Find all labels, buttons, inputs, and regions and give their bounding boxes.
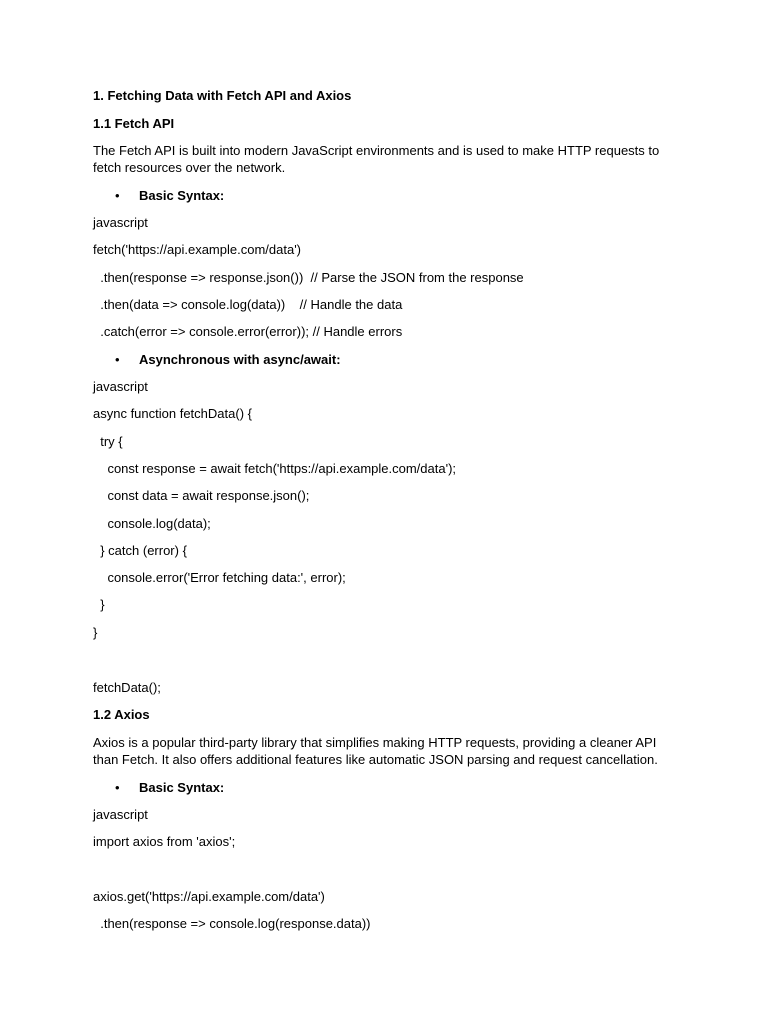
code-line: console.error('Error fetching data:', error);	[93, 570, 346, 585]
code-line: }	[93, 625, 98, 640]
code-line: async function fetchData() {	[93, 406, 252, 421]
fetch-api-heading: 1.1 Fetch API	[93, 116, 175, 131]
code-line: }	[93, 597, 105, 612]
bullet-icon: •	[115, 780, 120, 795]
code-language-label: javascript	[93, 379, 148, 394]
code-line: const response = await fetch('https://api.example.com/data');	[93, 461, 457, 476]
bullet-basic-syntax-fetch	[115, 187, 224, 204]
code-line: const data = await response.json();	[93, 488, 310, 503]
bullet-basic-syntax-axios	[115, 779, 224, 796]
code-line: } catch (error) {	[93, 543, 187, 558]
fetch-api-intro: The Fetch API is built into modern JavaScript environments and is used to make HTTP requests to fetch resources over the network.	[93, 143, 660, 175]
bullet-label: Asynchronous with async/await:	[139, 352, 341, 367]
code-line: fetchData();	[93, 680, 161, 695]
code-line: .then(response => response.json()) // Parse the JSON from the response	[93, 270, 524, 285]
bullet-label: Basic Syntax:	[139, 188, 225, 203]
code-language-label: javascript	[93, 215, 148, 230]
code-line: console.log(data);	[93, 516, 211, 531]
code-line: fetch('https://api.example.com/data')	[93, 242, 302, 257]
bullet-label: Basic Syntax:	[139, 780, 225, 795]
axios-intro: Axios is a popular third-party library that simplifies making HTTP requests, providing a cleaner API than Fetch. It also offers additional features like automatic JSON parsing and request cancellation.	[93, 735, 658, 767]
section-heading: 1. Fetching Data with Fetch API and Axios	[93, 88, 352, 103]
axios-heading: 1.2 Axios	[93, 707, 150, 722]
code-line: import axios from 'axios';	[93, 834, 236, 849]
code-line: axios.get('https://api.example.com/data')	[93, 889, 325, 904]
code-language-label: javascript	[93, 807, 148, 822]
code-line: try {	[93, 434, 123, 449]
code-line: .catch(error => console.error(error)); // Handle errors	[93, 324, 403, 339]
code-line: .then(response => console.log(response.data))	[93, 916, 371, 931]
bullet-icon: •	[115, 352, 120, 367]
bullet-async-await	[115, 351, 341, 368]
bullet-icon: •	[115, 188, 120, 203]
code-line: .then(data => console.log(data)) // Handle the data	[93, 297, 403, 312]
